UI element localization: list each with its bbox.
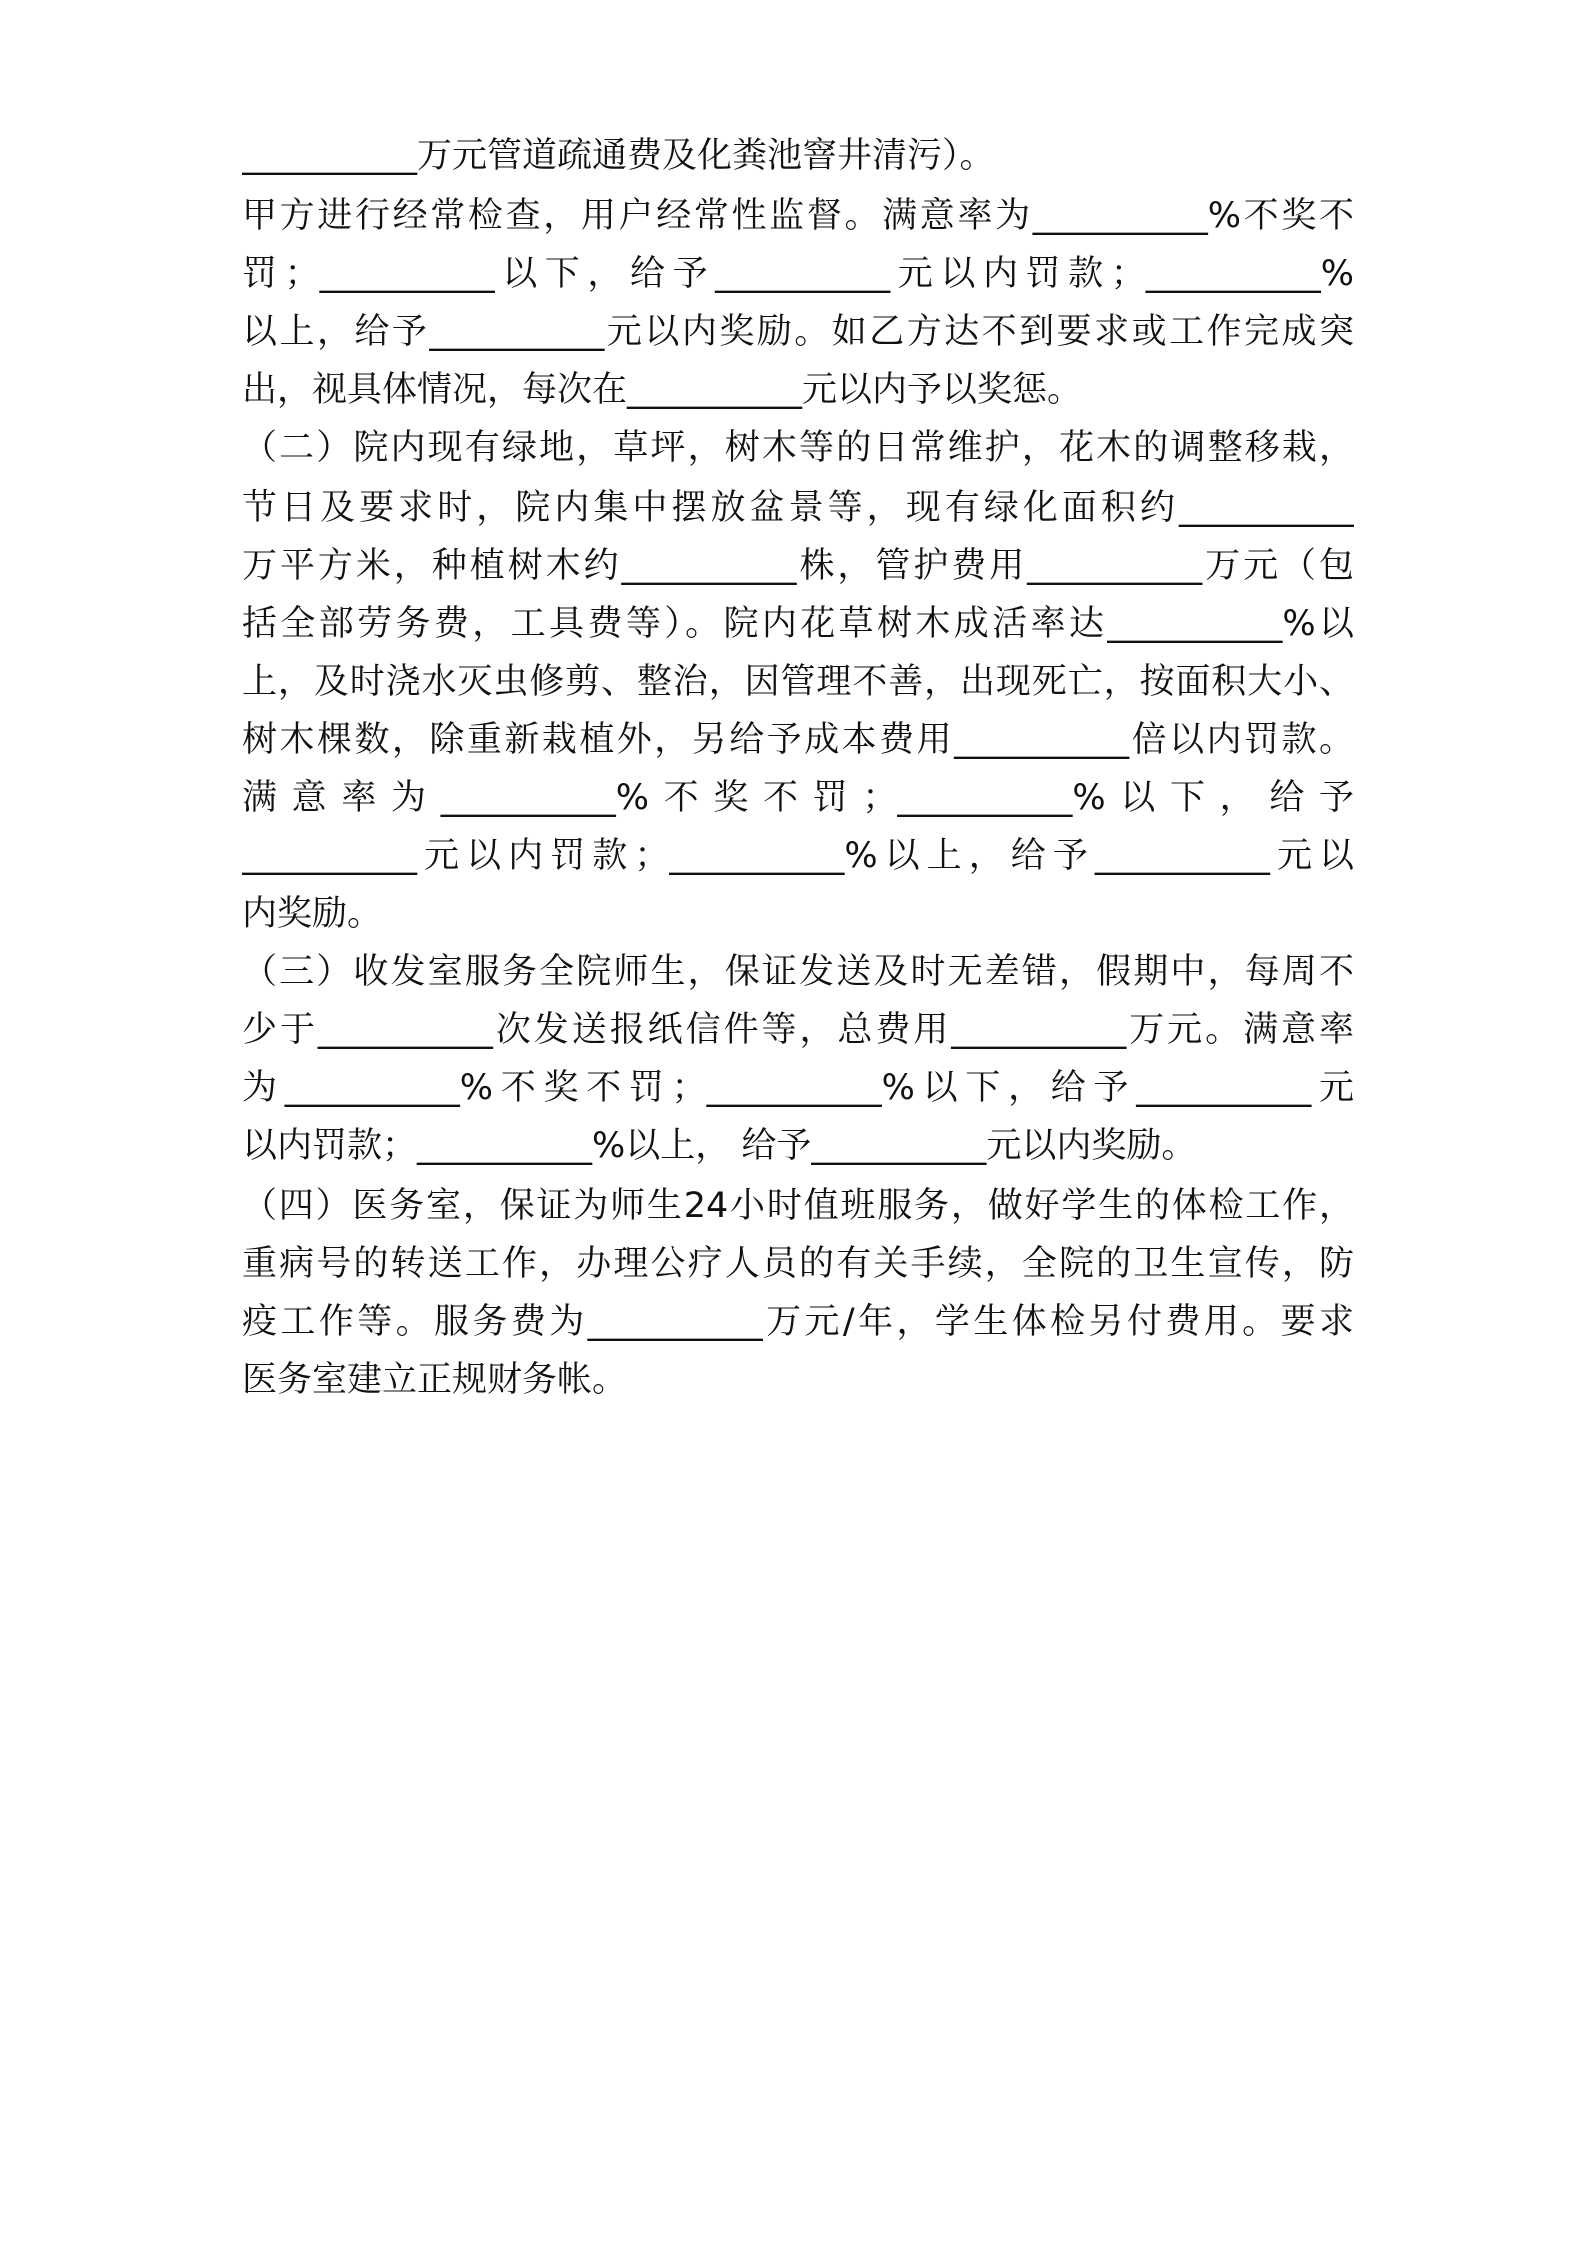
text-line: 树木棵数，除重新栽植外，另给予成本费用__________倍以内罚款。 [242, 720, 1354, 760]
text-line: 括全部劳务费，工具费等）。院内花草树木成活率达__________%以 [242, 604, 1354, 644]
text-line: __________元以内罚款；__________%以上，给予__________元以 [242, 836, 1354, 876]
text-line: 满意率为__________%不奖不罚；__________%以下，给予 [242, 778, 1354, 818]
text-line: 甲方进行经常检查，用户经常性监督。满意率为__________%不奖不 [242, 196, 1354, 236]
text-line: 以内罚款；__________%以上， 给予__________元以内奖励。 [242, 1126, 1197, 1166]
text-line: 医务室建立正规财务帐。 [242, 1360, 628, 1400]
text-line: 万平方米，种植树木约__________株，管护费用__________万元（包 [242, 546, 1354, 586]
text-line: 节日及要求时，院内集中摆放盆景等，现有绿化面积约__________ [242, 488, 1354, 528]
text-line: （四）医务室，保证为师生24小时值班服务，做好学生的体检工作， [242, 1186, 1354, 1226]
text-line: （二）院内现有绿地，草坪，树木等的日常维护，花木的调整移栽， [242, 428, 1354, 468]
text-line: 上，及时浇水灭虫修剪、整治，因管理不善，出现死亡，按面积大小、 [242, 662, 1354, 702]
text-line: 疫工作等。服务费为__________万元/年，学生体检另付费用。要求 [242, 1302, 1354, 1342]
text-line: 重病号的转送工作，办理公疗人员的有关手续，全院的卫生宣传，防 [242, 1244, 1354, 1284]
text-line: 以上，给予__________元以内奖励。如乙方达不到要求或工作完成突 [242, 312, 1354, 352]
text-line: 出，视具体情况，每次在__________元以内予以奖惩。 [242, 370, 1083, 410]
text-line: __________万元管道疏通费及化粪池窨井清污）。 [242, 136, 995, 176]
text-line: 为__________%不奖不罚；__________%以下，给予__________元 [242, 1068, 1354, 1108]
text-line: 罚；__________以下，给予__________元以内罚款；__________% [242, 254, 1354, 294]
text-line: （三）收发室服务全院师生，保证发送及时无差错，假期中，每周不 [242, 952, 1354, 992]
text-line: 内奖励。 [242, 894, 383, 934]
text-line: 少于__________次发送报纸信件等，总费用__________万元。满意率 [242, 1010, 1354, 1050]
